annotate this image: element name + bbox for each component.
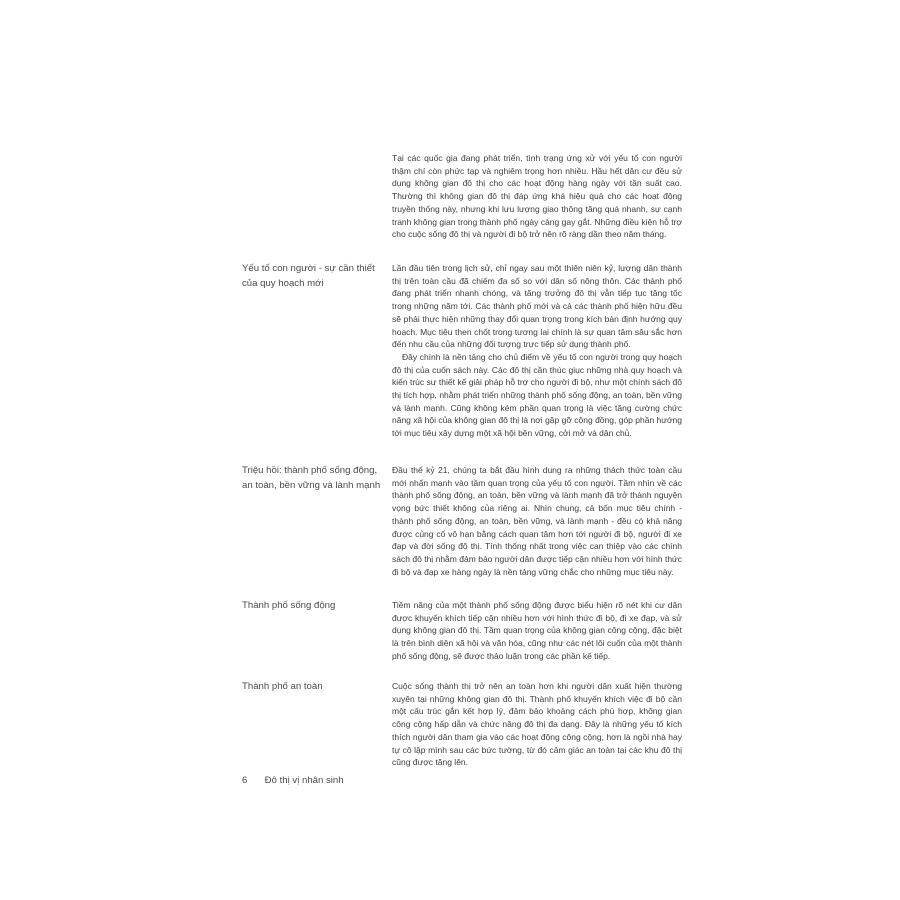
paragraph: Tại các quốc gia đang phát triển, tình trạng ứng xử với yếu tố con người thậm chí còn phức tạp và nghiêm trọng hơn nhiều. Hầu hết dân cư đều sử dụng không gian đô thị cho các hoạt động hàng ngày với tần suất cao. Thường thì không gian đô thị đáp ứng khá hiệu quả cho các hoạt động truyền thống này, nhưng khi lưu lượng giao thông tăng quá nhanh, sự cạnh tranh không gian trong thành phố ngày càng gay gắt. Những điều kiện hỗ trợ cho cuộc sống đô thị và người đi bộ trở nên rõ ràng dần theo năm tháng. (392, 153, 682, 240)
paragraph: Đây chính là nền tảng cho chủ điểm về yếu tố con người trong quy hoạch đô thị của cuốn sách này. Các đô thị cần thúc giục những nhà quy hoạch và kiến trúc sư thiết kế giải pháp hỗ trợ cho người đi bộ, như một chính sách đô thị tích hợp, nhằm phát triển những thành phố sống động, an toàn, bền vững và lành mạnh. Cũng không kém phần quan trọng là việc tăng cường chức năng xã hội của không gian đô thị là nơi gặp gỡ cộng đồng, góp phần hướng tới mục tiêu xây dựng một xã hội bền vững, cởi mở và dân chủ. (392, 351, 682, 439)
page-footer (242, 775, 344, 786)
paragraph: Lần đầu tiên trong lịch sử, chỉ ngay sau một thiên niên kỷ, lượng dân thành thị trên toàn cầu đã chiếm đa số so với dân số nông thôn. Các thành phố đang phát triển nhanh chóng, và tăng trưởng đô thị vẫn tiếp tục tăng tốc trong những năm tới. Các thành phố mới và cả các thành phố hiện hữu đều sẽ phải thực hiện những thay đổi quan trọng trong kích bản định hướng quy hoạch. Mục tiêu then chốt trong tương lai chính là sự quan tâm sâu sắc hơn đến nhu cầu của những đối tượng trực tiếp sử dụng thành phố. (392, 263, 682, 350)
paragraph: Tiềm năng của một thành phố sống động được biểu hiện rõ nét khi cư dân được khuyến khích tiếp cận nhiều hơn với hình thức đi bộ, đi xe đạp, và sử dụng không gian đô thị. Tầm quan trọng của không gian công cộng, đặc biệt là trên bình diện xã hội và văn hóa, cũng như các nét lôi cuốn của một thành phố sống động, sẽ được thảo luận trong các phần kế tiếp. (392, 600, 682, 661)
paragraph: Đầu thế kỷ 21, chúng ta bắt đầu hình dung ra những thách thức toàn cầu mới nhấn mạnh vào tầm quan trọng của yếu tố con người. Tầm nhìn về các thành phố sống động, an toàn, bền vững và lành mạnh đã trở thành nguyện vọng bức thiết không của riêng ai. Nhìn chung, cả bốn mục tiêu chính - thành phố sống động, an toàn, bền vững, và lành mạnh - đều có khả năng được củng cố vô hạn bằng cách quan tâm hơn tới người đi bộ, người đi xe đạp và đời sống đô thị. Tính thống nhất trong việc can thiệp vào các chính sách đô thị nhằm đảm bảo người dân được tiếp cận nhiều hơn với hình thức đi bộ và đạp xe hàng ngày là nền tảng vững chắc cho những mục tiêu này. (392, 465, 682, 577)
section-sidebar-heading: Thành phố sống động (242, 600, 336, 611)
section-body (392, 262, 682, 440)
section-body (392, 464, 682, 578)
section-sidebar-heading: Triệu hồi: thành phố sống động, an toàn, bền vững và lành mạnh (242, 465, 381, 491)
section-sidebar-heading: Yếu tố con người - sự cần thiết của quy hoạch mới (242, 263, 375, 289)
section-body (392, 680, 682, 769)
page-number: 6 (242, 775, 248, 786)
paragraph: Cuộc sống thành thị trở nên an toàn hơn khi người dân xuất hiện thường xuyên tại những không gian đô thị. Thành phố khuyến khích việc đi bộ cần một cấu trúc gắn kết hợp lý, đảm bảo khoảng cách phù hợp, không gian công cộng hấp dẫn và chức năng đô thị đa dạng. Đây là những yếu tố kích thích người dân tham gia vào các hoạt động công cộng, hơn là ngồi nhà hay tự cô lập mình sau các bức tường, từ đó cảm giác an toàn tại các khu đô thị cũng được tăng lên. (392, 681, 682, 768)
section-sidebar-heading: Thành phố an toàn (242, 681, 323, 692)
section-body (392, 152, 682, 241)
section-body (392, 599, 682, 663)
running-title: Đô thị vị nhân sinh (264, 775, 344, 786)
